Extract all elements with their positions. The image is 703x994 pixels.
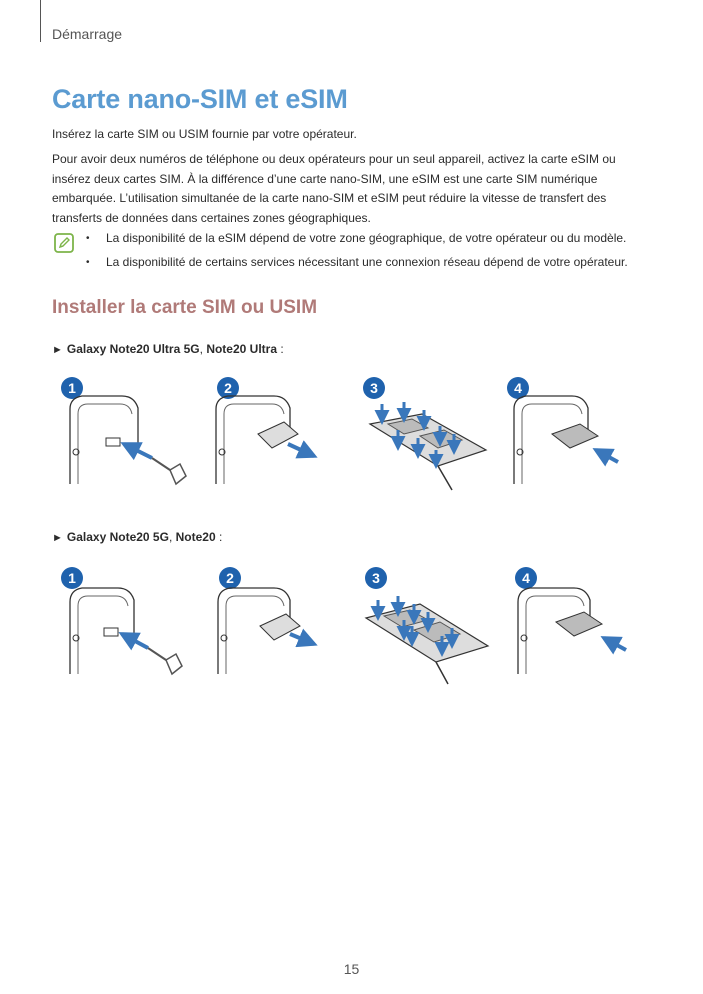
model-name: Note20 bbox=[175, 530, 216, 544]
step-4-panel bbox=[515, 567, 626, 674]
page-number: 15 bbox=[343, 961, 360, 977]
model-suffix: : bbox=[277, 342, 284, 356]
model-separator: , bbox=[199, 342, 203, 356]
note-item: • La disponibilité de certains services nécessitant une connexion réseau dépend de votre opérateur. bbox=[86, 253, 666, 272]
step-number: 4 bbox=[522, 570, 530, 586]
sim-install-illustration-ultra bbox=[52, 374, 652, 504]
step-2-panel bbox=[218, 567, 314, 674]
step-number: 3 bbox=[370, 380, 378, 396]
triangle-bullet-icon: ► bbox=[52, 344, 63, 356]
model-suffix: : bbox=[215, 530, 223, 544]
note-item: • La disponibilité de la eSIM dépend de votre zone géographique, de votre opérateur ou du modèle. bbox=[86, 229, 666, 248]
step-1-panel bbox=[61, 567, 182, 674]
page-title: Carte nano-SIM et eSIM bbox=[52, 84, 348, 114]
note-pencil-icon bbox=[54, 233, 74, 253]
section-label: Démarrage bbox=[52, 26, 123, 42]
step-number: 1 bbox=[68, 570, 76, 586]
model-line-standard bbox=[52, 530, 222, 544]
notes-list bbox=[86, 229, 666, 277]
sim-install-illustration-standard bbox=[52, 564, 652, 694]
step-number: 2 bbox=[224, 380, 232, 396]
step-3-panel bbox=[365, 567, 488, 684]
step-number: 4 bbox=[514, 380, 522, 396]
page-margin-rule bbox=[40, 0, 41, 42]
model-name: Galaxy Note20 Ultra 5G bbox=[66, 342, 200, 356]
step-number: 1 bbox=[68, 380, 76, 396]
step-number: 3 bbox=[372, 570, 380, 586]
step-number: 2 bbox=[226, 570, 234, 586]
step-4-panel bbox=[507, 377, 618, 484]
triangle-bullet-icon: ► bbox=[52, 532, 63, 544]
section-heading: Installer la carte SIM ou USIM bbox=[52, 297, 318, 318]
intro-paragraph-2: Pour avoir deux numéros de téléphone ou deux opérateurs pour un seul appareil, activez la carte eSIM ou insérez deux cartes SIM. À la différence d’une carte nano-SIM, une eSIM est une carte SIM numérique embarquée. L’utilisation simultanée de la carte nano-SIM et eSIM peut réduire la vitesse de transfert des transferts de données dans certaines zones géographiques. bbox=[52, 152, 616, 225]
step-3-panel bbox=[363, 377, 486, 490]
model-name: Galaxy Note20 5G bbox=[66, 530, 169, 544]
model-separator: , bbox=[168, 530, 173, 544]
intro-paragraph-1: Insérez la carte SIM ou USIM fournie par votre opérateur. bbox=[52, 127, 357, 141]
model-name: Note20 Ultra bbox=[206, 342, 277, 356]
model-line-ultra bbox=[52, 342, 284, 356]
step-2-panel bbox=[216, 377, 314, 484]
step-1-panel bbox=[61, 377, 186, 484]
